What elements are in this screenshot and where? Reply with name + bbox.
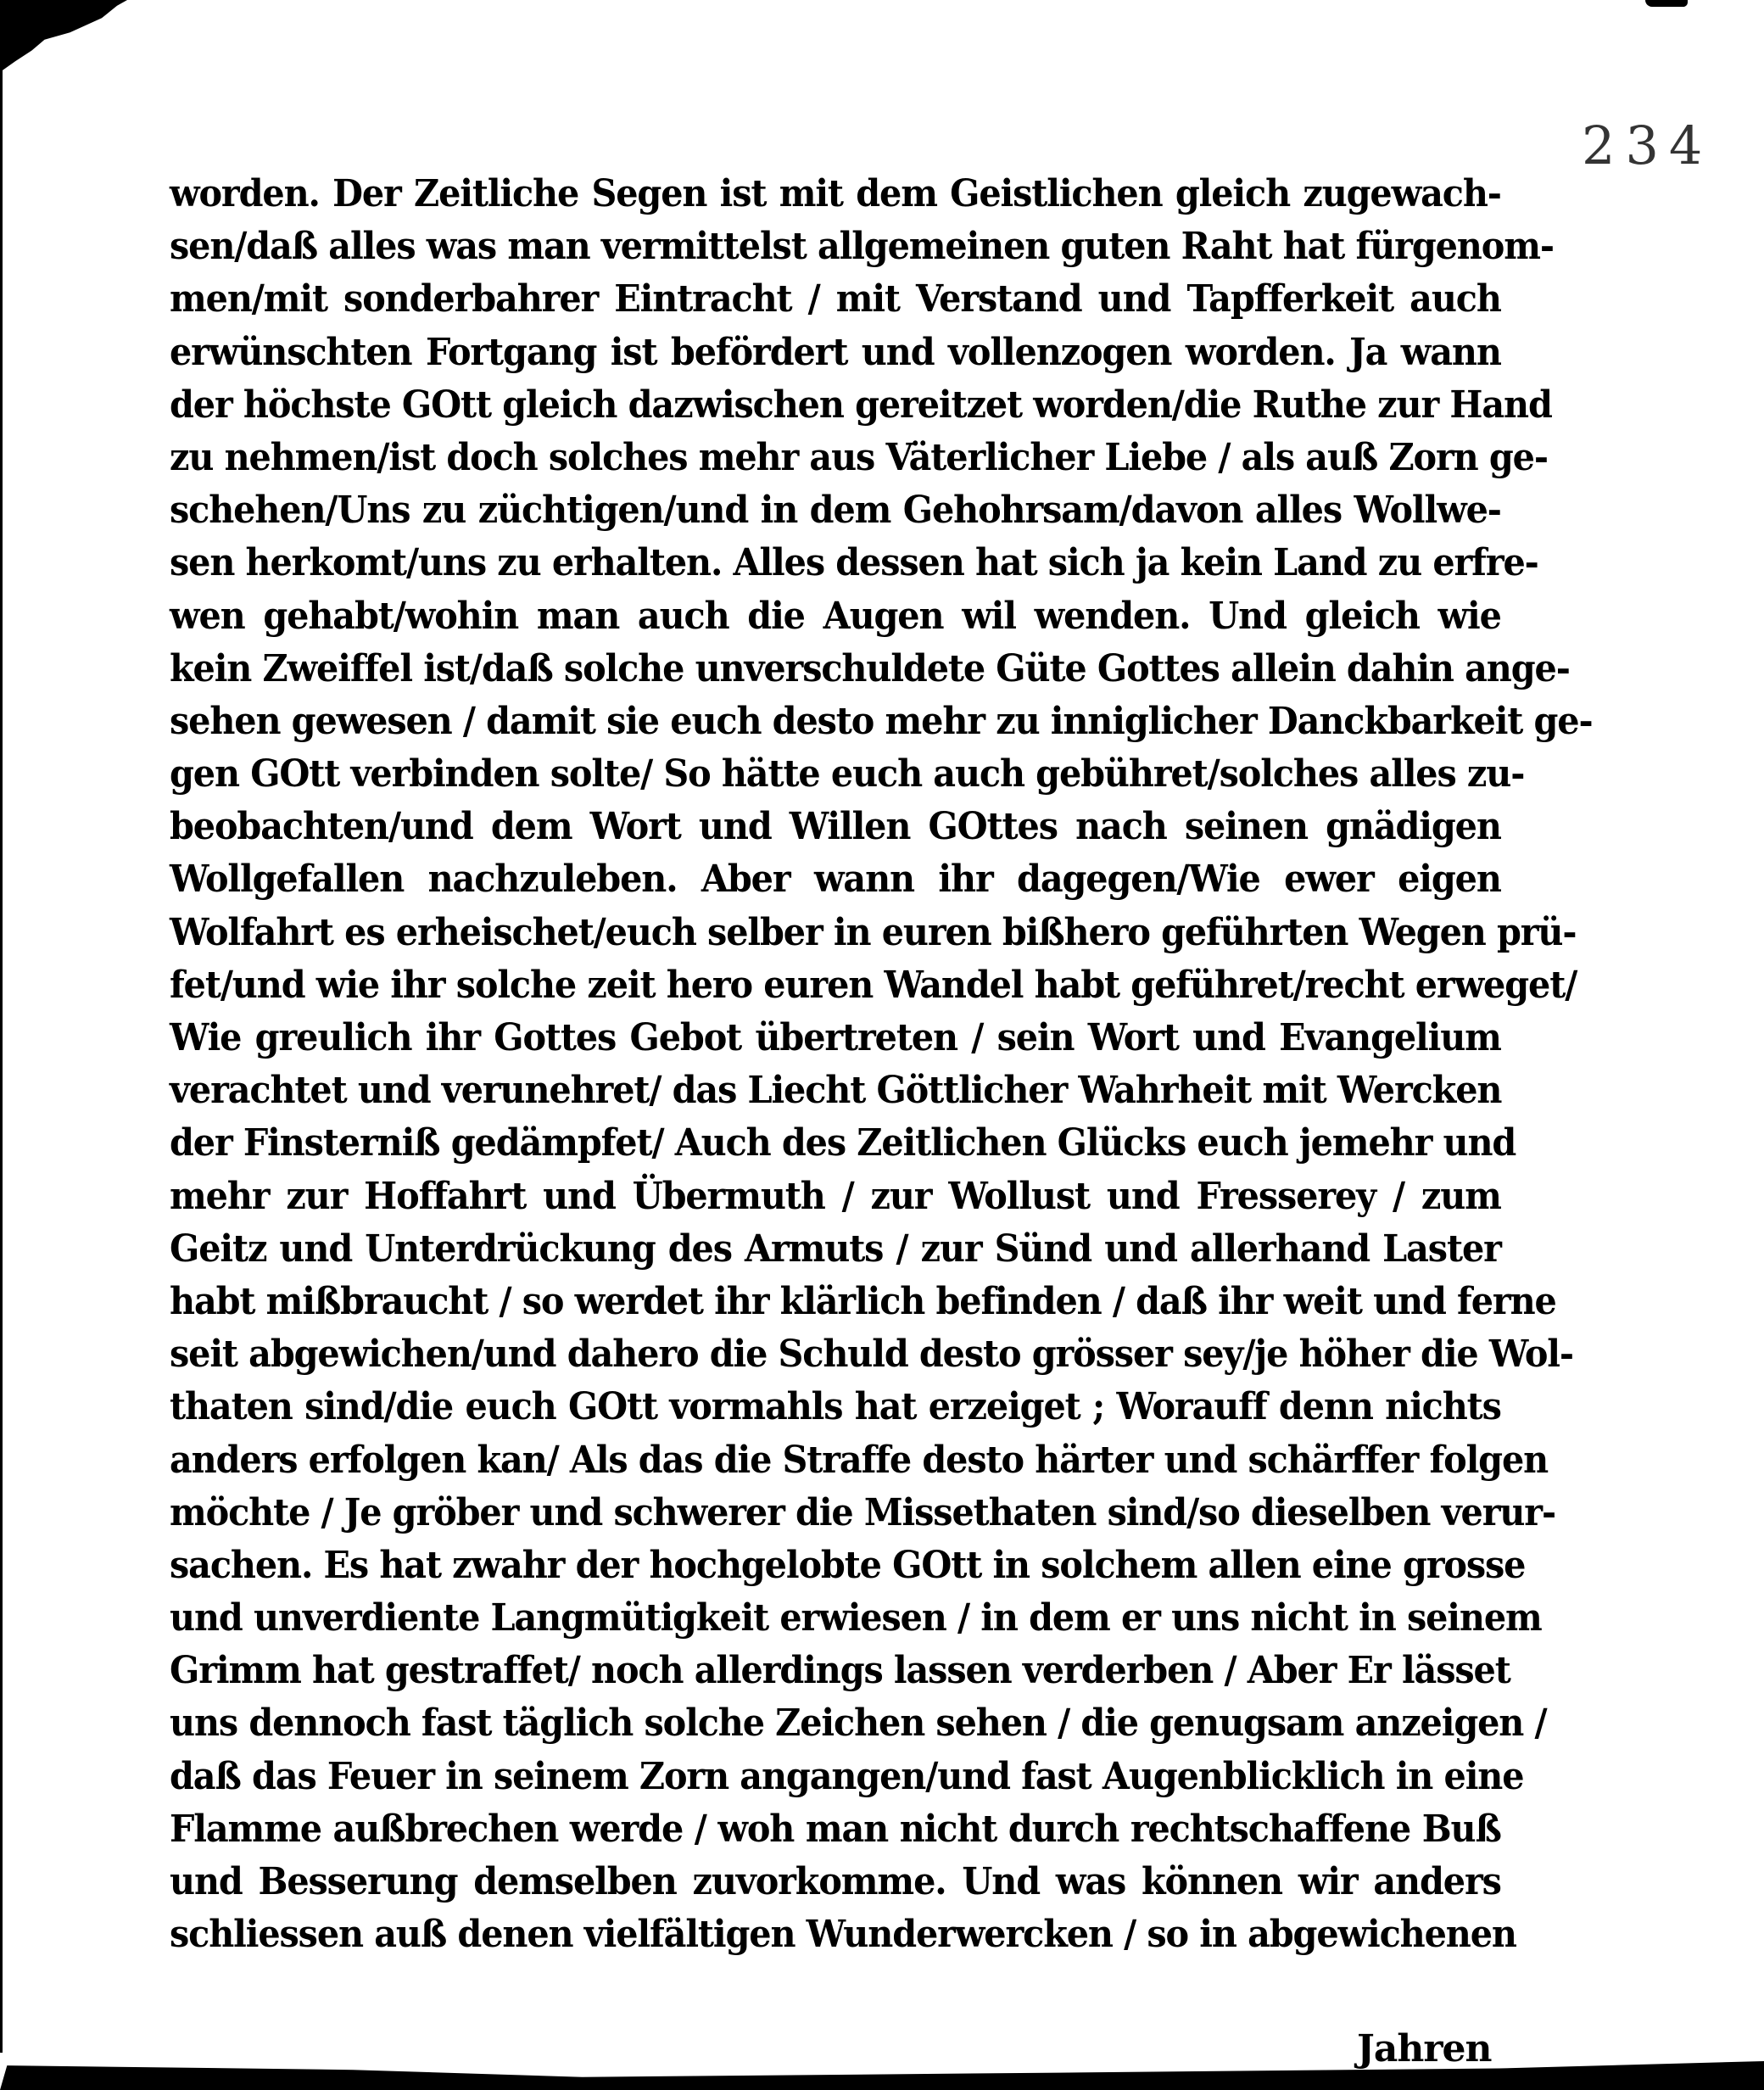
text-line: und Besserung demselben zuvorkomme. Und was können wir anders xyxy=(170,1860,1501,1903)
text-line: erwünschten Fortgang ist befördert und vollenzogen worden. Ja wann xyxy=(170,330,1501,374)
text-line: mehr zur Hoffahrt und Übermuth / zur Wollust und Fresserey / zum xyxy=(170,1174,1501,1218)
text-line: verachtet und verunehret/ das Liecht Göttlicher Wahrheit mit Wercken xyxy=(170,1069,1502,1113)
text-line: sen/daß alles was man vermittelst allgemeinen guten Raht hat fürgenom- xyxy=(170,225,1554,269)
text-line: Geitz und Unterdrückung des Armuts / zur Sünd und allerhand Laster xyxy=(170,1227,1501,1271)
text-line: wen gehabt/wohin man auch die Augen wil wenden. Und gleich wie xyxy=(170,594,1501,638)
text-line: Grimm hat gestraffet/ noch allerdings lassen verderben / Aber Er lässet xyxy=(170,1649,1510,1693)
text-line: daß das Feuer in seinem Zorn angangen/und fast Augenblicklich in eine xyxy=(170,1754,1524,1798)
text-line: der Finsterniß gedämpfet/ Auch des Zeitlichen Glücks euch jemehr und xyxy=(170,1121,1516,1165)
text-line: Wie greulich ihr Gottes Gebot übertreten / sein Wort und Evangelium xyxy=(170,1016,1501,1059)
text-line: und unverdiente Langmütigkeit erwiesen / in dem er uns nicht in seinem xyxy=(170,1596,1542,1640)
catchword: Jahren xyxy=(1357,2027,1492,2070)
text-line: fet/und wie ihr solche zeit hero euren Wandel habt geführet/recht erweget/ xyxy=(170,963,1577,1007)
text-line: anders erfolgen kan/ Als das die Straffe desto härter und schärffer folgen xyxy=(170,1438,1549,1482)
scan-left-edge xyxy=(0,68,3,2053)
text-line: sachen. Es hat zwahr der hochgelobte GOtt in solchem allen eine grosse xyxy=(170,1543,1526,1587)
text-line: zu nehmen/ist doch solches mehr aus Väterlicher Liebe / als auß Zorn ge- xyxy=(170,435,1548,479)
page-number: 234 xyxy=(1582,115,1713,176)
text-line: Wollgefallen nachzuleben. Aber wann ihr dagegen/Wie ewer eigen xyxy=(170,858,1501,902)
text-line: kein Zweiffel ist/daß solche unverschuldete Güte Gottes allein dahin ange- xyxy=(170,646,1570,690)
text-line: beobachten/und dem Wort und Willen GOttes nach seinen gnädigen xyxy=(170,805,1501,849)
text-line: seit abgewichen/und dahero die Schuld desto grösser sey/je höher die Wol- xyxy=(170,1333,1573,1377)
scan-bottom-edge xyxy=(0,2061,1764,2090)
text-line: Wolfahrt es erheischet/euch selber in euren bißhero geführten Wegen prü- xyxy=(170,910,1577,954)
text-line: der höchste GOtt gleich dazwischen gereitzet worden/die Ruthe zur Hand xyxy=(170,383,1552,427)
body-text xyxy=(170,168,1593,1961)
scan-dark-corner xyxy=(0,0,127,72)
text-line: gen GOtt verbinden solte/ So hätte euch auch gebühret/solches alles zu- xyxy=(170,752,1525,796)
text-line: thaten sind/die euch GOtt vormahls hat erzeiget ; Worauff denn nichts xyxy=(170,1385,1501,1429)
text-line: worden. Der Zeitliche Segen ist mit dem Geistlichen gleich zugewach- xyxy=(170,172,1501,215)
scan-smudge xyxy=(1645,0,1688,7)
text-line: habt mißbraucht / so werdet ihr klärlich befinden / daß ihr weit und ferne xyxy=(170,1279,1556,1323)
text-line: sehen gewesen / damit sie euch desto mehr zu inniglicher Danckbarkeit ge- xyxy=(170,699,1593,743)
text-line: schehen/Uns zu züchtigen/und in dem Gehohrsam/davon alles Wollwe- xyxy=(170,489,1501,533)
text-line: uns dennoch fast täglich solche Zeichen sehen / die genugsam anzeigen / xyxy=(170,1702,1547,1746)
text-line: men/mit sonderbahrer Eintracht / mit Verstand und Tapfferkeit auch xyxy=(170,277,1501,321)
text-line: möchte / Je gröber und schwerer die Missethaten sind/so dieselben verur- xyxy=(170,1490,1556,1534)
text-line: Flamme außbrechen werde / woh man nicht durch rechtschaffene Buß xyxy=(170,1807,1501,1851)
text-line: sen herkomt/uns zu erhalten. Alles dessen hat sich ja kein Land zu erfre- xyxy=(170,541,1538,585)
text-line: schliessen auß denen vielfältigen Wunderwercken / so in abgewichenen xyxy=(170,1913,1516,1957)
